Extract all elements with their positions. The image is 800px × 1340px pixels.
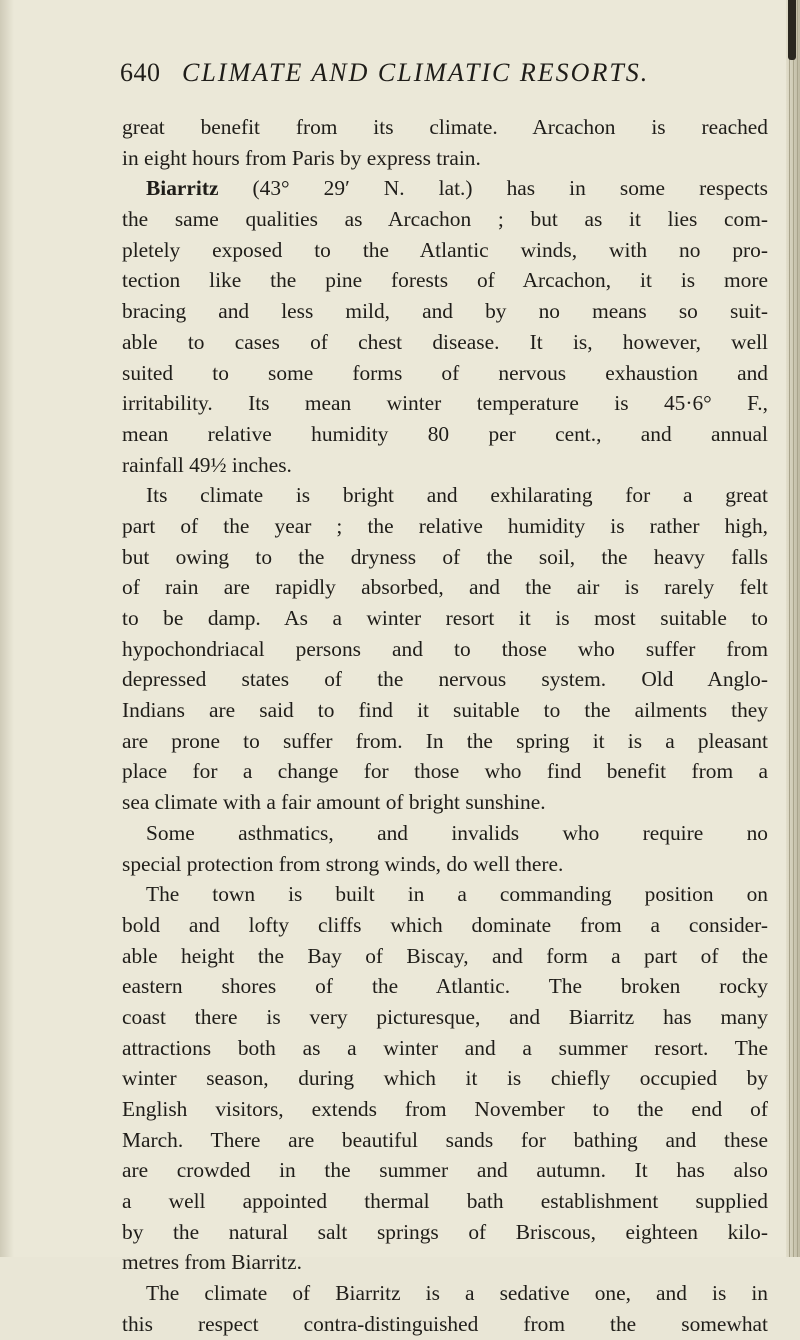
text-line bbox=[122, 603, 768, 634]
text-line bbox=[122, 787, 768, 818]
line-text: mean relative humidity 80 per cent., and annual bbox=[122, 421, 768, 446]
page-header bbox=[120, 58, 720, 98]
text-line bbox=[122, 818, 768, 849]
line-text: depressed states of the nervous system. Old Anglo- bbox=[122, 667, 768, 692]
text-line bbox=[122, 1094, 768, 1125]
line-text: great benefit from its climate. Arcachon is reached bbox=[122, 115, 768, 139]
line-text: attractions both as a winter and a summer resort. The bbox=[122, 1035, 768, 1060]
text-line bbox=[122, 511, 768, 542]
text-line bbox=[122, 388, 768, 419]
text-line bbox=[122, 358, 768, 389]
line-text: place for a change for those who find benefit from a bbox=[122, 759, 768, 784]
line-text: March. There are beautiful sands for bathing and these bbox=[122, 1127, 768, 1152]
line-text: of rain are rapidly absorbed, and the air is rarely felt bbox=[122, 575, 768, 600]
text-line bbox=[122, 327, 768, 358]
line-text: coast there is very picturesque, and Biarritz has many bbox=[122, 1004, 768, 1029]
page-number: 640 bbox=[120, 58, 161, 87]
line-text: (43° 29′ N. lat.) has in some respects bbox=[218, 176, 768, 201]
text-line bbox=[122, 1125, 768, 1156]
line-text: bracing and less mild, and by no means so suit- bbox=[122, 299, 768, 324]
text-line bbox=[122, 173, 768, 204]
binding-shadow bbox=[0, 0, 14, 1257]
text-line bbox=[122, 1186, 768, 1217]
body-text bbox=[122, 112, 768, 1340]
line-text: The climate of Biarritz is a sedative one, and is in bbox=[146, 1281, 768, 1306]
text-line bbox=[122, 941, 768, 972]
text-line bbox=[122, 634, 768, 665]
line-text: tection like the pine forests of Arcachon, it is more bbox=[122, 268, 768, 293]
text-line bbox=[122, 1247, 768, 1278]
line-text: by the natural salt springs of Briscous, eighteen kilo- bbox=[122, 1219, 768, 1244]
text-line bbox=[122, 910, 768, 941]
line-text: this respect contra-distinguished from the somewhat bbox=[122, 1311, 768, 1336]
line-text: The town is built in a commanding position on bbox=[146, 882, 768, 907]
page-corner-mark bbox=[788, 0, 796, 60]
text-line bbox=[122, 112, 768, 143]
line-text: are crowded in the summer and autumn. It has also bbox=[122, 1158, 768, 1183]
line-text: bold and lofty cliffs which dominate from a consider- bbox=[122, 912, 768, 937]
running-head: CLIMATE AND CLIMATIC RESORTS. bbox=[182, 58, 650, 87]
text-line bbox=[122, 971, 768, 1002]
line-text: Some asthmatics, and invalids who require no bbox=[146, 820, 768, 845]
text-line bbox=[122, 664, 768, 695]
run-in-heading: Biarritz bbox=[146, 176, 219, 201]
text-line bbox=[122, 879, 768, 910]
line-text: sea climate with a fair amount of bright sunshine. bbox=[122, 790, 546, 815]
line-text: English visitors, extends from November to the end of bbox=[122, 1097, 768, 1121]
text-line bbox=[122, 542, 768, 573]
line-text: a well appointed thermal bath establishment supplied bbox=[122, 1189, 768, 1214]
text-line bbox=[122, 204, 768, 235]
line-text: in eight hours from Paris by express train. bbox=[122, 145, 481, 170]
line-text: eastern shores of the Atlantic. The broken rocky bbox=[122, 974, 768, 999]
text-line bbox=[122, 1063, 768, 1094]
line-text: winter season, during which it is chiefly occupied by bbox=[122, 1066, 768, 1091]
text-line bbox=[122, 1217, 768, 1248]
text-line bbox=[122, 849, 768, 880]
text-line bbox=[122, 450, 768, 481]
text-line bbox=[122, 695, 768, 726]
text-line bbox=[122, 1278, 768, 1309]
text-line bbox=[122, 296, 768, 327]
line-text: special protection from strong winds, do well there. bbox=[122, 851, 564, 876]
line-text: but owing to the dryness of the soil, the heavy falls bbox=[122, 544, 768, 569]
line-text: Indians are said to find it suitable to the ailments they bbox=[122, 698, 768, 723]
line-text: suited to some forms of nervous exhaustion and bbox=[122, 360, 768, 385]
line-text: irritability. Its mean winter temperature is 45·6° F., bbox=[122, 391, 768, 416]
line-text: metres from Biarritz. bbox=[122, 1250, 302, 1275]
page-edge bbox=[786, 0, 800, 1257]
text-line bbox=[122, 143, 768, 174]
line-text: hypochondriacal persons and to those who suffer from bbox=[122, 636, 768, 661]
text-line bbox=[122, 756, 768, 787]
line-text: the same qualities as Arcachon ; but as it lies com- bbox=[122, 207, 768, 232]
line-text: rainfall 49½ inches. bbox=[122, 452, 292, 477]
line-text: able to cases of chest disease. It is, however, well bbox=[122, 329, 768, 354]
text-line bbox=[122, 1155, 768, 1186]
text-line bbox=[122, 265, 768, 296]
text-line bbox=[122, 1033, 768, 1064]
text-line bbox=[122, 480, 768, 511]
text-line bbox=[122, 1309, 768, 1340]
line-text: pletely exposed to the Atlantic winds, with no pro- bbox=[122, 237, 768, 262]
line-text: Its climate is bright and exhilarating for a great bbox=[146, 483, 768, 508]
line-text: part of the year ; the relative humidity is rather high, bbox=[122, 513, 768, 538]
text-line bbox=[122, 572, 768, 603]
line-text: to be damp. As a winter resort it is most suitable to bbox=[122, 606, 768, 630]
text-line bbox=[122, 419, 768, 450]
text-line bbox=[122, 726, 768, 757]
text-line bbox=[122, 1002, 768, 1033]
text-line bbox=[122, 235, 768, 266]
line-text: able height the Bay of Biscay, and form a part of the bbox=[122, 943, 768, 968]
line-text: are prone to suffer from. In the spring it is a pleasant bbox=[122, 728, 768, 753]
